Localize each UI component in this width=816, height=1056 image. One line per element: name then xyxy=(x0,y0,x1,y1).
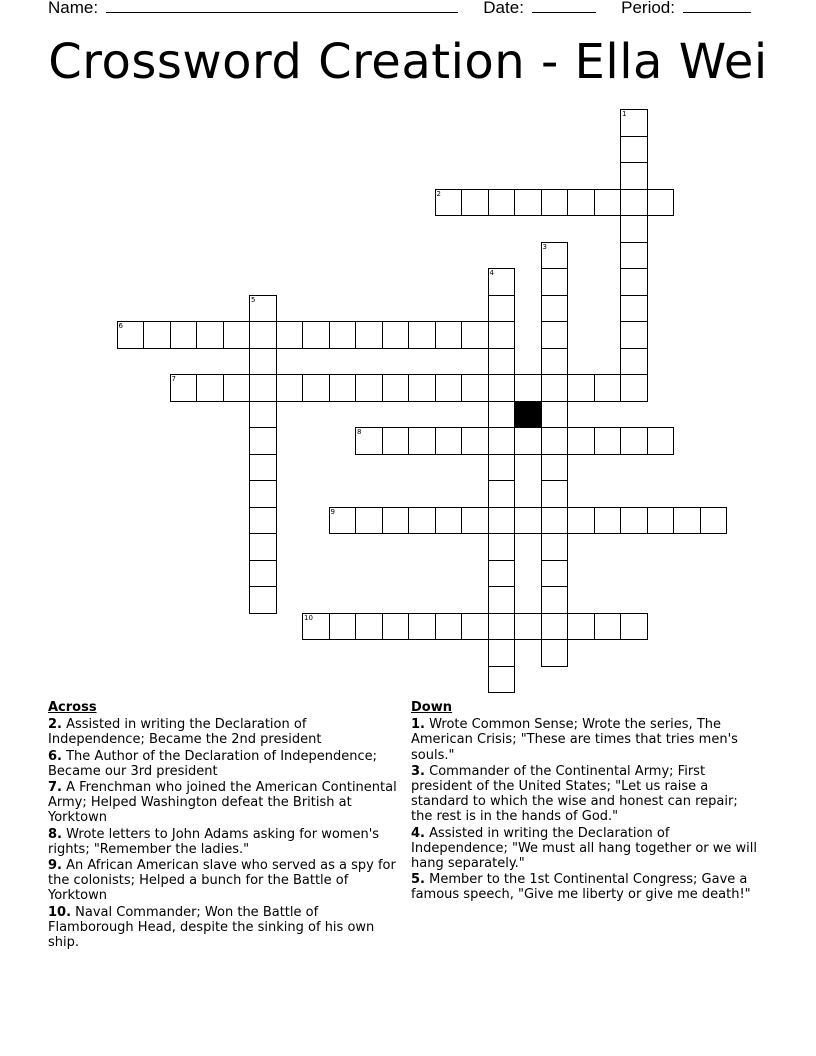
grid-cell[interactable] xyxy=(302,613,330,641)
grid-cell[interactable] xyxy=(355,613,383,641)
grid-cell[interactable] xyxy=(461,613,489,641)
name-label: Name: xyxy=(48,0,99,17)
grid-cell[interactable] xyxy=(382,427,410,455)
grid-cell[interactable] xyxy=(170,374,198,402)
grid-cell[interactable] xyxy=(249,321,277,349)
grid-cell[interactable] xyxy=(620,268,648,296)
grid-cell[interactable] xyxy=(329,321,357,349)
grid-cell[interactable] xyxy=(541,268,569,296)
cell-number: 10 xyxy=(304,613,313,622)
grid-cell[interactable] xyxy=(488,533,516,561)
grid-cell[interactable] xyxy=(488,295,516,323)
grid-cell[interactable] xyxy=(488,321,516,349)
clue-number: 1. xyxy=(411,717,425,733)
down-clue-4 xyxy=(411,826,761,872)
cell-number: 5 xyxy=(251,295,256,304)
grid-cell[interactable] xyxy=(249,348,277,376)
grid-cell[interactable] xyxy=(355,321,383,349)
clue-number: 6. xyxy=(48,748,62,764)
grid-cell[interactable] xyxy=(249,427,277,455)
grid-cell[interactable] xyxy=(620,189,648,217)
grid-cell[interactable] xyxy=(541,639,569,667)
grid-cell[interactable] xyxy=(594,613,622,641)
clue-number: 9. xyxy=(48,858,62,874)
grid-cell[interactable] xyxy=(329,613,357,641)
grid-cell[interactable] xyxy=(355,374,383,402)
grid-cell[interactable] xyxy=(223,321,251,349)
grid-cell[interactable] xyxy=(302,321,330,349)
grid-cell[interactable] xyxy=(541,560,569,588)
cell-number: 3 xyxy=(542,242,547,251)
grid-cell[interactable] xyxy=(647,427,675,455)
grid-cell[interactable] xyxy=(541,374,569,402)
grid-cell[interactable] xyxy=(435,427,463,455)
grid-cell[interactable] xyxy=(488,401,516,429)
grid-cell[interactable] xyxy=(647,507,675,535)
grid-cell[interactable] xyxy=(435,189,463,217)
grid-cell[interactable] xyxy=(249,533,277,561)
grid-cell[interactable] xyxy=(541,454,569,482)
grid-block-cell xyxy=(514,401,542,429)
grid-cell[interactable] xyxy=(620,242,648,270)
grid-cell[interactable] xyxy=(488,268,516,296)
grid-cell[interactable] xyxy=(249,454,277,482)
grid-cell[interactable] xyxy=(461,427,489,455)
grid-cell[interactable] xyxy=(488,454,516,482)
grid-cell[interactable] xyxy=(594,427,622,455)
grid-cell[interactable] xyxy=(435,321,463,349)
grid-cell[interactable] xyxy=(488,639,516,667)
grid-cell[interactable] xyxy=(541,480,569,508)
clue-number: 8. xyxy=(48,826,62,842)
grid-cell[interactable] xyxy=(408,427,436,455)
down-clue-1 xyxy=(411,717,761,763)
grid-cell[interactable] xyxy=(302,374,330,402)
grid-cell[interactable] xyxy=(196,374,224,402)
across-clue-10 xyxy=(48,905,398,951)
grid-cell[interactable] xyxy=(541,613,569,641)
clue-number: 5. xyxy=(411,872,425,888)
grid-cell[interactable] xyxy=(541,507,569,535)
grid-cell[interactable] xyxy=(620,136,648,164)
grid-cell[interactable] xyxy=(541,533,569,561)
across-clue-7 xyxy=(48,780,398,826)
down-heading: Down xyxy=(411,700,452,715)
grid-cell[interactable] xyxy=(435,613,463,641)
grid-cell[interactable] xyxy=(249,295,277,323)
name-line[interactable] xyxy=(106,0,458,13)
grid-cell[interactable] xyxy=(461,374,489,402)
grid-cell[interactable] xyxy=(541,295,569,323)
grid-cell[interactable] xyxy=(514,507,542,535)
grid-cell[interactable] xyxy=(514,189,542,217)
grid-cell[interactable] xyxy=(223,374,251,402)
grid-cell[interactable] xyxy=(541,427,569,455)
grid-cell[interactable] xyxy=(541,321,569,349)
across-clue-6 xyxy=(48,749,398,779)
grid-cell[interactable] xyxy=(329,374,357,402)
down-clue-3 xyxy=(411,764,761,825)
grid-cell[interactable] xyxy=(382,613,410,641)
grid-cell[interactable] xyxy=(567,189,595,217)
clue-text: Assisted in writing the Declaration of Independence; Became the 2nd president xyxy=(48,717,322,748)
grid-cell[interactable] xyxy=(488,613,516,641)
cell-number: 2 xyxy=(436,189,441,198)
grid-cell[interactable] xyxy=(620,427,648,455)
clue-text: Wrote Common Sense; Wrote the series, The American Crisis; "These are times that tries men's souls." xyxy=(411,717,738,763)
grid-cell[interactable] xyxy=(249,401,277,429)
grid-cell[interactable] xyxy=(382,321,410,349)
grid-cell[interactable] xyxy=(461,507,489,535)
across-clues xyxy=(48,700,398,951)
date-label: Date: xyxy=(483,0,524,17)
grid-cell[interactable] xyxy=(541,189,569,217)
grid-cell[interactable] xyxy=(541,348,569,376)
clue-text: An African American slave who served as a spy for the colonists; Helped a bunch for the Battle of Yorktown xyxy=(48,858,396,904)
clue-text: The Author of the Declaration of Independence; Became our 3rd president xyxy=(48,748,378,779)
clue-text: Naval Commander; Won the Battle of Flamborough Head, despite the sinking of his own ship. xyxy=(48,904,375,951)
clue-number: 2. xyxy=(48,717,62,733)
grid-cell[interactable] xyxy=(143,321,171,349)
grid-cell[interactable] xyxy=(408,613,436,641)
grid-cell[interactable] xyxy=(329,507,357,535)
grid-cell[interactable] xyxy=(408,374,436,402)
grid-cell[interactable] xyxy=(170,321,198,349)
grid-cell[interactable] xyxy=(514,613,542,641)
grid-cell[interactable] xyxy=(541,242,569,270)
grid-cell[interactable] xyxy=(488,189,516,217)
grid-cell[interactable] xyxy=(117,321,145,349)
down-clue-5 xyxy=(411,872,761,902)
grid-cell[interactable] xyxy=(620,109,648,137)
grid-cell[interactable] xyxy=(647,189,675,217)
grid-cell[interactable] xyxy=(249,507,277,535)
grid-cell[interactable] xyxy=(276,321,304,349)
page-title: Crossword Creation - Ella Wei xyxy=(48,34,768,90)
grid-cell[interactable] xyxy=(620,162,648,190)
clue-number: 4. xyxy=(411,825,425,841)
grid-cell[interactable] xyxy=(249,374,277,402)
grid-cell[interactable] xyxy=(514,427,542,455)
clue-text: Wrote letters to John Adams asking for women's rights; "Remember the ladies." xyxy=(48,826,380,857)
clue-number: 10. xyxy=(48,904,72,920)
grid-cell[interactable] xyxy=(488,374,516,402)
grid-cell[interactable] xyxy=(382,507,410,535)
grid-cell[interactable] xyxy=(594,374,622,402)
grid-cell[interactable] xyxy=(567,613,595,641)
grid-cell[interactable] xyxy=(355,507,383,535)
across-clue-8 xyxy=(48,827,398,857)
grid-cell[interactable] xyxy=(567,427,595,455)
grid-cell[interactable] xyxy=(594,189,622,217)
clue-text: Commander of the Continental Army; First president of the United States; "Let us raise a standard to which the wise and honest can repair; the rest is in the hands of God." xyxy=(411,763,738,825)
clue-text: Member to the 1st Continental Congress; Gave a famous speech, "Give me liberty or give me death!" xyxy=(411,872,751,903)
clue-number: 7. xyxy=(48,780,62,796)
grid-cell[interactable] xyxy=(435,507,463,535)
grid-cell[interactable] xyxy=(567,507,595,535)
across-clue-9 xyxy=(48,858,398,904)
grid-cell[interactable] xyxy=(488,586,516,614)
grid-cell[interactable] xyxy=(249,480,277,508)
across-heading: Across xyxy=(48,700,97,715)
grid-cell[interactable] xyxy=(541,586,569,614)
grid-cell[interactable] xyxy=(196,321,224,349)
grid-cell[interactable] xyxy=(408,321,436,349)
grid-cell[interactable] xyxy=(461,321,489,349)
grid-cell[interactable] xyxy=(620,374,648,402)
clue-text: A Frenchman who joined the American Continental Army; Helped Washington defeat the British at Yorktown xyxy=(48,780,397,826)
grid-cell[interactable] xyxy=(382,374,410,402)
grid-cell[interactable] xyxy=(355,427,383,455)
down-clues xyxy=(411,700,761,904)
grid-cell[interactable] xyxy=(620,348,648,376)
grid-cell[interactable] xyxy=(435,374,463,402)
grid-cell[interactable] xyxy=(488,427,516,455)
grid-cell[interactable] xyxy=(620,321,648,349)
grid-cell[interactable] xyxy=(488,348,516,376)
across-clue-2 xyxy=(48,717,398,747)
date-line[interactable] xyxy=(532,0,596,13)
student-info-header xyxy=(48,0,751,18)
grid-cell[interactable] xyxy=(620,613,648,641)
grid-cell[interactable] xyxy=(488,507,516,535)
period-label: Period: xyxy=(621,0,675,17)
grid-cell[interactable] xyxy=(594,507,622,535)
grid-cell[interactable] xyxy=(488,560,516,588)
grid-cell[interactable] xyxy=(408,507,436,535)
grid-cell[interactable] xyxy=(276,374,304,402)
grid-cell[interactable] xyxy=(620,295,648,323)
grid-cell[interactable] xyxy=(488,480,516,508)
grid-cell[interactable] xyxy=(541,401,569,429)
period-line[interactable] xyxy=(683,0,751,13)
cell-number: 1 xyxy=(622,110,627,118)
grid-cell[interactable] xyxy=(673,507,701,535)
grid-cell[interactable] xyxy=(488,666,516,694)
grid-cell[interactable] xyxy=(249,560,277,588)
grid-cell[interactable] xyxy=(620,507,648,535)
cell-number: 9 xyxy=(330,507,335,516)
clue-text: Assisted in writing the Declaration of Independence; "We must all hang together or we will hang separately." xyxy=(411,825,757,872)
clue-number: 3. xyxy=(411,763,425,779)
grid-cell[interactable] xyxy=(567,374,595,402)
cell-number: 4 xyxy=(489,269,494,277)
grid-cell[interactable] xyxy=(700,507,728,535)
grid-cell[interactable] xyxy=(249,586,277,614)
grid-cell[interactable] xyxy=(620,215,648,243)
cell-number: 6 xyxy=(118,322,123,330)
grid-cell[interactable] xyxy=(461,189,489,217)
grid-cell[interactable] xyxy=(514,374,542,402)
cell-number: 8 xyxy=(357,428,362,436)
cell-number: 7 xyxy=(171,375,176,383)
